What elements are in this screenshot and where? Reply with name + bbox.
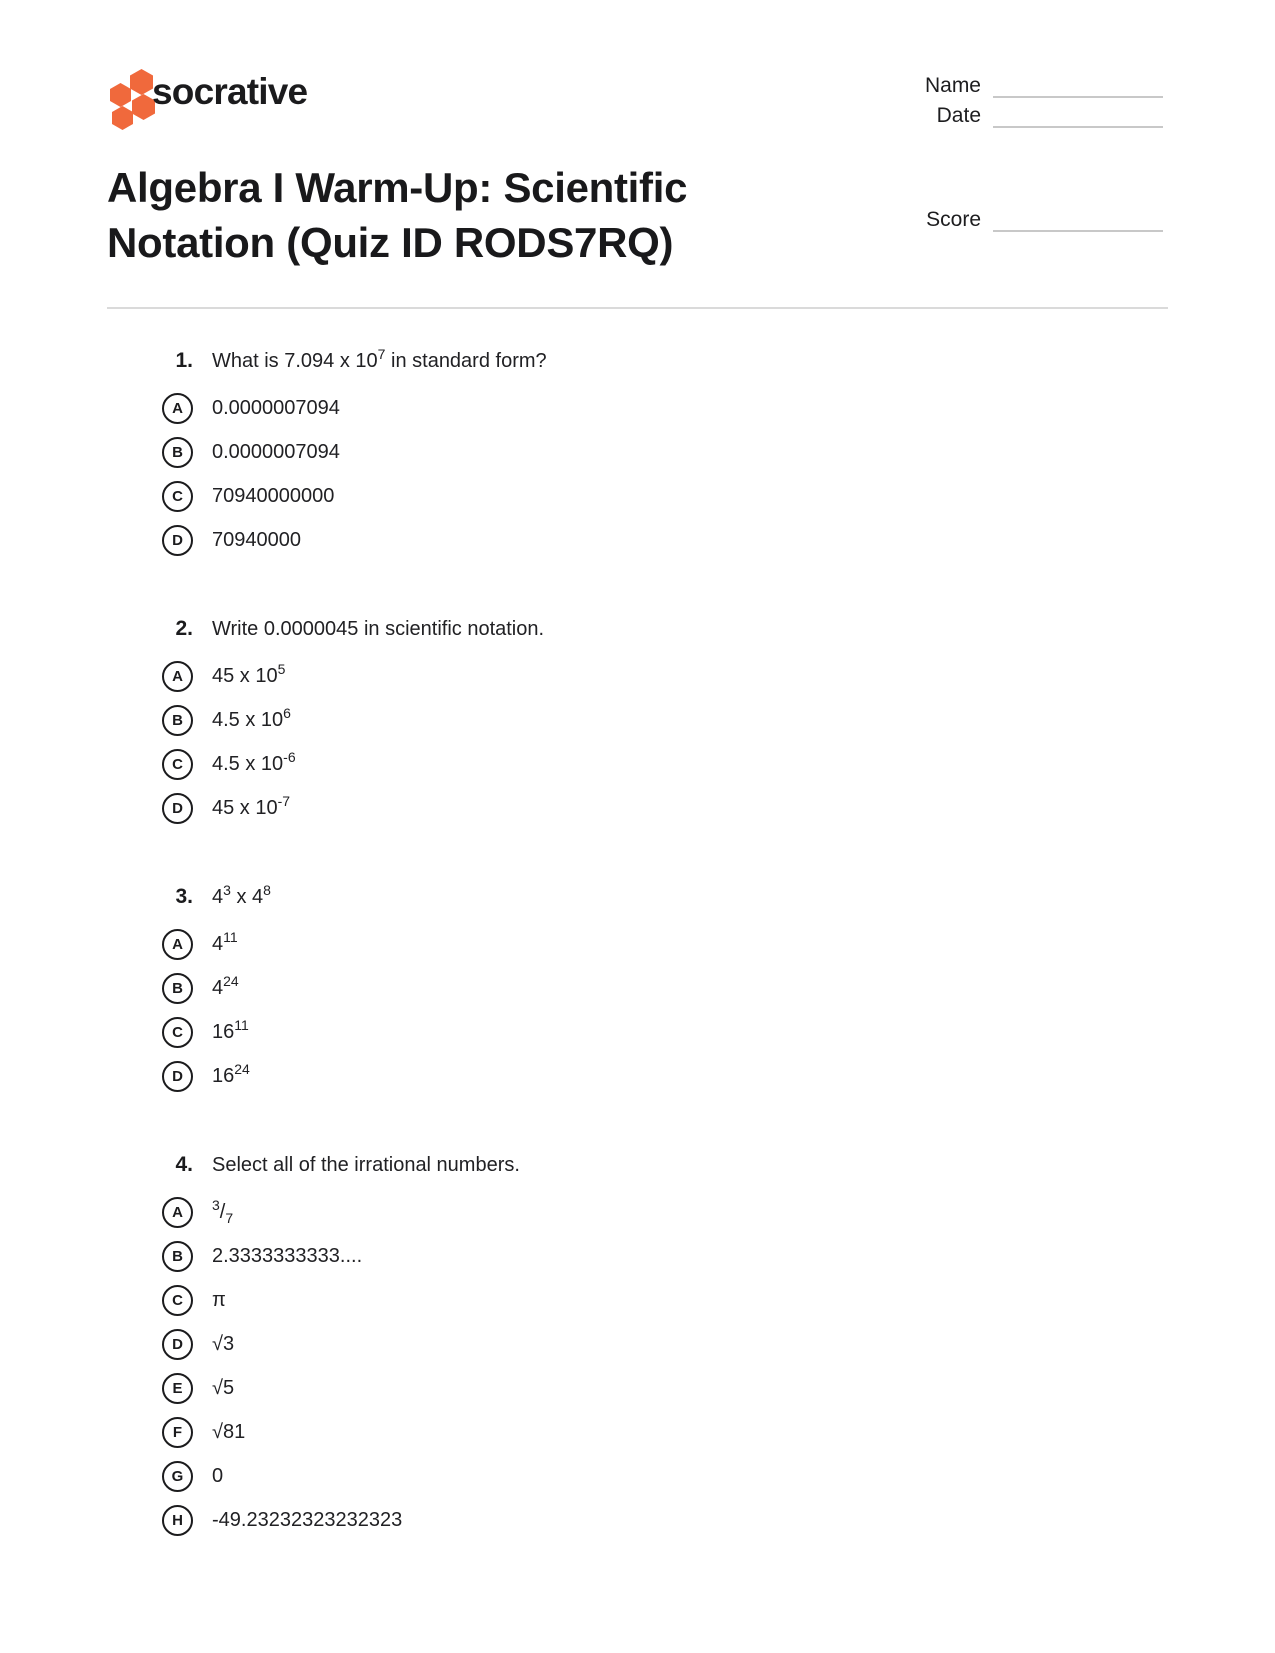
answer-bubble-icon xyxy=(162,973,193,1004)
option-letter: G xyxy=(171,1467,184,1485)
options-list xyxy=(140,654,1175,830)
name-label: Name xyxy=(924,74,981,97)
answer-bubble-icon xyxy=(162,705,193,736)
answer-option xyxy=(140,1010,1175,1054)
question-header xyxy=(140,1152,1175,1178)
option-letter: D xyxy=(172,1067,183,1085)
answer-bubble-icon xyxy=(162,661,193,692)
answer-option xyxy=(140,966,1175,1010)
answer-option xyxy=(140,786,1175,830)
question-header xyxy=(140,348,1175,374)
quiz-title-line2: Notation (Quiz ID RODS7RQ) xyxy=(107,219,674,266)
answer-option xyxy=(140,518,1175,562)
answer-option xyxy=(140,1322,1175,1366)
option-text: 0 xyxy=(212,1465,224,1487)
quiz-title-line1: Algebra I Warm-Up: Scientific xyxy=(107,164,688,211)
answer-bubble-icon xyxy=(162,525,193,556)
question-number: 1. xyxy=(175,349,193,372)
questions xyxy=(140,348,1175,1596)
option-letter: D xyxy=(172,1335,183,1353)
quiz-title xyxy=(107,160,847,270)
answer-bubble-icon xyxy=(162,1329,193,1360)
answer-option xyxy=(140,1190,1175,1234)
answer-option xyxy=(140,1410,1175,1454)
answer-option xyxy=(140,430,1175,474)
option-letter: B xyxy=(172,1247,183,1265)
option-letter: F xyxy=(172,1423,183,1441)
answer-option xyxy=(140,698,1175,742)
option-text: 45 x $10^{-7}$ xyxy=(212,793,291,819)
answer-bubble-icon xyxy=(162,481,193,512)
date-field xyxy=(830,104,1163,128)
score-blank-line xyxy=(993,208,1163,232)
option-text: $4^{24}$ xyxy=(212,973,239,999)
option-text: √81 xyxy=(212,1421,246,1443)
answer-bubble-icon xyxy=(162,1417,193,1448)
header-divider xyxy=(107,307,1168,309)
answer-bubble-icon xyxy=(162,1241,193,1272)
option-letter: A xyxy=(172,399,183,417)
option-letter: D xyxy=(172,799,183,817)
option-letter: B xyxy=(172,443,183,461)
option-letter: E xyxy=(172,1379,183,1397)
question-prompt: What is 7.094 x $10^7$ in standard form? xyxy=(212,346,547,372)
option-letter: C xyxy=(172,487,183,505)
question-prompt: Write 0.0000045 in scientific notation. xyxy=(212,618,545,640)
option-text: $16^{11}$ xyxy=(212,1017,249,1043)
option-text: $16^{24}$ xyxy=(212,1061,250,1087)
option-letter: H xyxy=(172,1511,183,1529)
question-prompt: Select all of the irrational numbers. xyxy=(212,1154,520,1176)
answer-option xyxy=(140,1054,1175,1098)
option-text: $4^{11}$ xyxy=(212,929,238,955)
option-text: 70940000000 xyxy=(212,485,335,507)
answer-bubble-icon xyxy=(162,1461,193,1492)
score-label: Score xyxy=(926,208,981,231)
question xyxy=(140,884,1175,1098)
option-text: π xyxy=(212,1289,226,1311)
question-header xyxy=(140,616,1175,642)
question-number: 2. xyxy=(175,617,193,640)
options-list xyxy=(140,386,1175,562)
option-letter: B xyxy=(172,979,183,997)
answer-option xyxy=(140,386,1175,430)
answer-bubble-icon xyxy=(162,393,193,424)
question-header xyxy=(140,884,1175,910)
option-text: 0.0000007094 xyxy=(212,397,340,419)
question-prompt: $4^3$ x $4^8$ xyxy=(212,882,271,908)
name-blank-line xyxy=(993,74,1163,98)
option-text: -49.23232323232323 xyxy=(212,1509,403,1531)
option-letter: D xyxy=(172,531,183,549)
option-letter: B xyxy=(172,711,183,729)
hexagon-icon xyxy=(112,106,133,130)
options-list xyxy=(140,1190,1175,1542)
question xyxy=(140,1152,1175,1542)
answer-option xyxy=(140,922,1175,966)
option-text: √3 xyxy=(212,1333,235,1355)
answer-bubble-icon xyxy=(162,1197,193,1228)
logo-wordmark: socrative xyxy=(152,71,308,112)
option-letter: C xyxy=(172,1023,183,1041)
answer-bubble-icon xyxy=(162,1373,193,1404)
option-letter: A xyxy=(172,667,183,685)
answer-option xyxy=(140,654,1175,698)
answer-option xyxy=(140,1234,1175,1278)
answer-bubble-icon xyxy=(162,437,193,468)
answer-bubble-icon xyxy=(162,1017,193,1048)
answer-bubble-icon xyxy=(162,1505,193,1536)
name-field xyxy=(830,74,1163,98)
answer-option xyxy=(140,742,1175,786)
option-text: 4.5 x $10^6$ xyxy=(212,705,291,731)
answer-bubble-icon xyxy=(162,1285,193,1316)
answer-option xyxy=(140,1454,1175,1498)
option-letter: A xyxy=(172,1203,183,1221)
option-text: $^3/_7$ xyxy=(212,1197,234,1226)
hexagon-icon xyxy=(130,69,153,95)
answer-bubble-icon xyxy=(162,793,193,824)
date-blank-line xyxy=(993,104,1163,128)
option-letter: A xyxy=(172,935,183,953)
score-field xyxy=(830,208,1163,232)
option-text: 2.3333333333.... xyxy=(212,1245,363,1267)
option-text: 4.5 x $10^{-6}$ xyxy=(212,749,296,775)
answer-bubble-icon xyxy=(162,749,193,780)
question-number: 4. xyxy=(175,1153,193,1176)
option-text: 70940000 xyxy=(212,529,301,551)
option-text: 45 x $10^5$ xyxy=(212,661,286,687)
hexagon-icon xyxy=(110,83,131,107)
option-letter: C xyxy=(172,1291,183,1309)
option-text: 0.0000007094 xyxy=(212,441,340,463)
question xyxy=(140,616,1175,830)
option-text: √5 xyxy=(212,1377,235,1399)
option-letter: C xyxy=(172,755,183,773)
date-label: Date xyxy=(936,104,981,127)
answer-bubble-icon xyxy=(162,929,193,960)
answer-bubble-icon xyxy=(162,1061,193,1092)
answer-option xyxy=(140,1278,1175,1322)
question-number: 3. xyxy=(175,885,193,908)
question xyxy=(140,348,1175,562)
answer-option xyxy=(140,474,1175,518)
answer-option xyxy=(140,1366,1175,1410)
answer-option xyxy=(140,1498,1175,1542)
options-list xyxy=(140,922,1175,1098)
